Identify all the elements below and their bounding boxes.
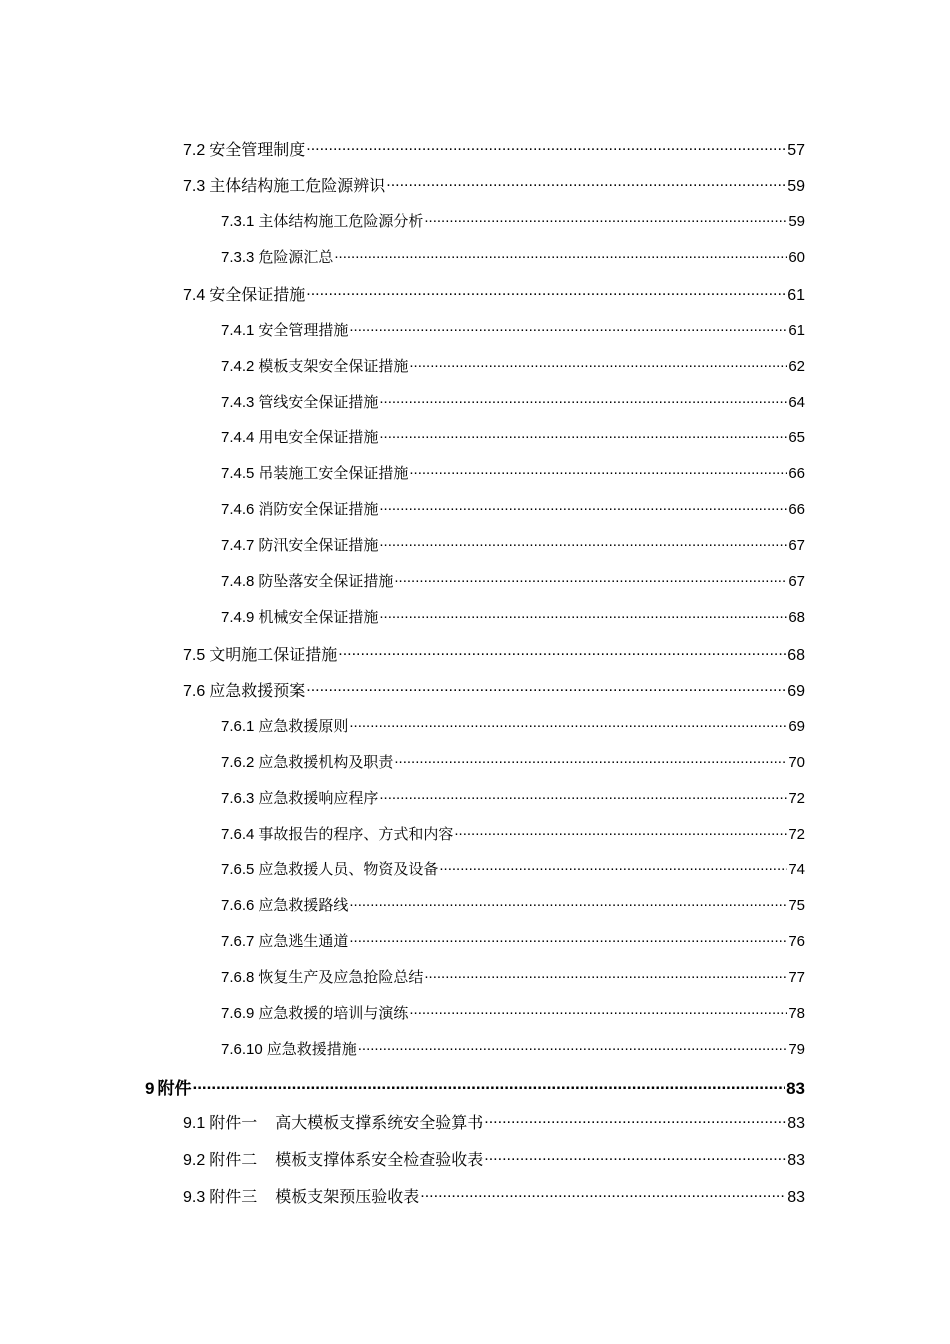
toc-entry[interactable]: [221, 966, 805, 987]
toc-entry-number: 7.3: [183, 178, 206, 195]
toc-entry-number: 7.2: [183, 142, 206, 159]
toc-entry-title: 附件: [157, 1079, 192, 1099]
toc-entry-title: 应急救援的培训与演练: [258, 1004, 409, 1022]
dot-leader: [386, 175, 786, 191]
toc-entry-page-number: 83: [786, 1079, 805, 1098]
toc-entry-number: 7.6.3: [221, 790, 255, 807]
toc-entry-subtitle: 模板支撑体系安全检查验收表: [275, 1150, 484, 1169]
toc-entry-number: 7.4.3: [221, 394, 255, 411]
toc-entry-number: 7.4.9: [221, 609, 255, 626]
toc-entry-number: 7.4.8: [221, 573, 255, 590]
dot-leader: [409, 356, 787, 371]
toc-entry-number: 7.6.8: [221, 969, 255, 986]
toc-entry[interactable]: [221, 606, 805, 627]
dot-leader: [394, 571, 787, 586]
toc-entry-number: 9.3: [183, 1189, 206, 1206]
toc-entry-page-number: 83: [787, 1189, 805, 1206]
dot-leader: [484, 1112, 786, 1128]
toc-entry-number: 7.4.7: [221, 537, 255, 554]
dot-leader: [424, 211, 787, 226]
toc-entry-title: 应急救援人员、物资及设备: [258, 860, 439, 878]
toc-entry-page-number: 66: [788, 501, 805, 518]
dot-leader: [338, 644, 786, 660]
toc-entry-number: 7.6.1: [221, 718, 255, 735]
toc-entry[interactable]: [183, 173, 805, 196]
toc-entry-title: 附件一: [209, 1113, 258, 1132]
toc-entry-page-number: 65: [788, 429, 805, 446]
dot-leader: [409, 463, 787, 478]
dot-leader: [306, 139, 786, 155]
toc-entry[interactable]: [183, 1147, 805, 1170]
toc-entry-title: 附件二: [209, 1150, 258, 1169]
dot-leader: [306, 680, 786, 696]
toc-entry-page-number: 61: [788, 322, 805, 339]
dot-leader: [409, 1003, 787, 1018]
toc-entry-title: 机械安全保证措施: [258, 608, 379, 626]
toc-entry-page-number: 59: [787, 178, 805, 195]
toc-entry[interactable]: [221, 1002, 805, 1023]
toc-entry-number: 7.4.6: [221, 501, 255, 518]
toc-entry[interactable]: [221, 823, 805, 844]
toc-entry-number: 7.4: [183, 287, 206, 304]
toc-entry-number: 7.4.5: [221, 465, 255, 482]
dot-leader: [349, 320, 787, 335]
toc-entry-number: 9: [145, 1079, 155, 1098]
toc-entry-title: 文明施工保证措施: [209, 645, 338, 664]
toc-entry-title: 应急救援机构及职责: [258, 753, 394, 771]
toc-entry-number: 7.3.3: [221, 249, 255, 266]
dot-leader: [439, 859, 787, 874]
toc-entry-page-number: 68: [788, 609, 805, 626]
toc-entry-title: 应急救援原则: [258, 717, 349, 735]
dot-leader: [334, 247, 787, 262]
toc-entry-title: 应急救援路线: [258, 896, 349, 914]
toc-entry-page-number: 72: [788, 790, 805, 807]
toc-entry[interactable]: [221, 858, 805, 879]
toc-entry-title: 恢复生产及应急抢险总结: [258, 968, 424, 986]
toc-entry-title: 防汛安全保证措施: [258, 536, 379, 554]
toc-entry-page-number: 69: [787, 683, 805, 700]
dot-leader: [379, 427, 787, 442]
toc-entry-title: 管线安全保证措施: [258, 393, 379, 411]
toc-entry-title: 应急救援预案: [209, 681, 306, 700]
toc-entry-number: 9.2: [183, 1152, 206, 1169]
toc-entry[interactable]: [221, 319, 805, 340]
toc-entry-title: 主体结构施工危险源分析: [258, 212, 424, 230]
toc-entry-title: 防坠落安全保证措施: [258, 572, 394, 590]
dot-leader: [424, 967, 787, 982]
toc-entry-page-number: 57: [787, 142, 805, 159]
toc-entry-page-number: 68: [787, 647, 805, 664]
dot-leader: [484, 1149, 786, 1165]
toc-entry[interactable]: [221, 787, 805, 808]
dot-leader: [349, 716, 787, 731]
toc-entry-number: 7.6.4: [221, 826, 255, 843]
toc-entry-title: 主体结构施工危险源辨识: [209, 176, 386, 195]
toc-entry-number: 7.6.10: [221, 1041, 263, 1058]
dot-leader: [358, 1039, 788, 1054]
toc-entry[interactable]: [221, 570, 805, 591]
dot-leader: [379, 788, 787, 803]
toc-entry-title: 附件三: [209, 1187, 258, 1206]
dot-leader: [379, 535, 787, 550]
toc-entry-title: 模板支架安全保证措施: [258, 357, 409, 375]
toc-entry[interactable]: [183, 137, 805, 160]
toc-entry[interactable]: [221, 355, 805, 376]
toc-entry[interactable]: [221, 894, 805, 915]
toc-entry[interactable]: [221, 1038, 805, 1059]
dot-leader: [306, 284, 786, 300]
toc-entry[interactable]: [145, 1074, 805, 1099]
toc-entry-title: 应急逃生通道: [258, 932, 349, 950]
toc-entry-page-number: 59: [788, 213, 805, 230]
dot-leader: [379, 607, 787, 622]
toc-entry-title: 用电安全保证措施: [258, 428, 379, 446]
toc-entry[interactable]: [221, 930, 805, 951]
toc-entry-title: 安全管理制度: [209, 140, 306, 159]
dot-leader: [349, 931, 787, 946]
toc-entry-number: 9.1: [183, 1115, 206, 1132]
toc-entry[interactable]: [183, 282, 805, 305]
toc-entry-number: 7.4.2: [221, 358, 255, 375]
toc-entry-page-number: 77: [788, 969, 805, 986]
toc-entry-number: 7.6.9: [221, 1005, 255, 1022]
toc-entry[interactable]: [221, 426, 805, 447]
toc-entry[interactable]: [221, 534, 805, 555]
toc-entry-page-number: 79: [788, 1041, 805, 1058]
toc-entry-page-number: 62: [788, 358, 805, 375]
toc-entry-number: 7.6.2: [221, 754, 255, 771]
toc-entry-number: 7.6.6: [221, 897, 255, 914]
toc-entry-title: 消防安全保证措施: [258, 500, 379, 518]
toc-entry-number: 7.6: [183, 683, 206, 700]
toc-entry-number: 7.6.5: [221, 861, 255, 878]
toc-entry-title: 应急救援措施: [266, 1040, 357, 1058]
toc-entry[interactable]: [221, 210, 805, 231]
dot-leader: [394, 752, 787, 767]
dot-leader: [379, 392, 787, 407]
toc-entry[interactable]: [221, 715, 805, 736]
toc-entry-page-number: 83: [787, 1115, 805, 1132]
toc-entry-title: 吊装施工安全保证措施: [258, 464, 409, 482]
toc-entry-page-number: 66: [788, 465, 805, 482]
toc-entry-subtitle: 高大模板支撑系统安全验算书: [275, 1113, 484, 1132]
toc-entry-number: 7.3.1: [221, 213, 255, 230]
toc-entry-title: 安全管理措施: [258, 321, 349, 339]
toc-entry[interactable]: [183, 678, 805, 701]
toc-entry[interactable]: [221, 462, 805, 483]
toc-entry-page-number: 64: [788, 394, 805, 411]
toc-entry[interactable]: [221, 751, 805, 772]
toc-entry-page-number: 75: [788, 897, 805, 914]
toc-entry-page-number: 76: [788, 933, 805, 950]
toc-entry-title: 事故报告的程序、方式和内容: [258, 825, 454, 843]
toc-entry-page-number: 60: [788, 249, 805, 266]
dot-leader: [379, 499, 787, 514]
toc-entry[interactable]: [183, 642, 805, 665]
toc-entry-page-number: 72: [788, 826, 805, 843]
toc-entry-title: 危险源汇总: [258, 248, 334, 266]
toc-entry[interactable]: [221, 391, 805, 412]
toc-entry-number: 7.5: [183, 647, 206, 664]
toc-entry[interactable]: [183, 1110, 805, 1133]
toc-entry-title: 安全保证措施: [209, 285, 306, 304]
toc-entry-page-number: 61: [787, 287, 805, 304]
toc-entry[interactable]: [183, 1184, 805, 1207]
toc-entry-title: 应急救援响应程序: [258, 789, 379, 807]
toc-entry[interactable]: [221, 246, 805, 267]
toc-entry-number: 7.6.7: [221, 933, 255, 950]
dot-leader: [192, 1077, 785, 1094]
toc-entry-page-number: 70: [788, 754, 805, 771]
toc-entry-subtitle: 模板支架预压验收表: [275, 1187, 420, 1206]
toc-entry-number: 7.4.1: [221, 322, 255, 339]
toc-entry-page-number: 67: [788, 573, 805, 590]
dot-leader: [349, 895, 787, 910]
toc-entry[interactable]: [221, 498, 805, 519]
toc-entry-page-number: 83: [787, 1152, 805, 1169]
toc-entry-page-number: 69: [788, 718, 805, 735]
dot-leader: [420, 1186, 786, 1202]
dot-leader: [454, 824, 787, 839]
toc-entry-number: 7.4.4: [221, 429, 255, 446]
toc-entry-page-number: 74: [788, 861, 805, 878]
toc-entry-page-number: 78: [788, 1005, 805, 1022]
toc-entry-page-number: 67: [788, 537, 805, 554]
